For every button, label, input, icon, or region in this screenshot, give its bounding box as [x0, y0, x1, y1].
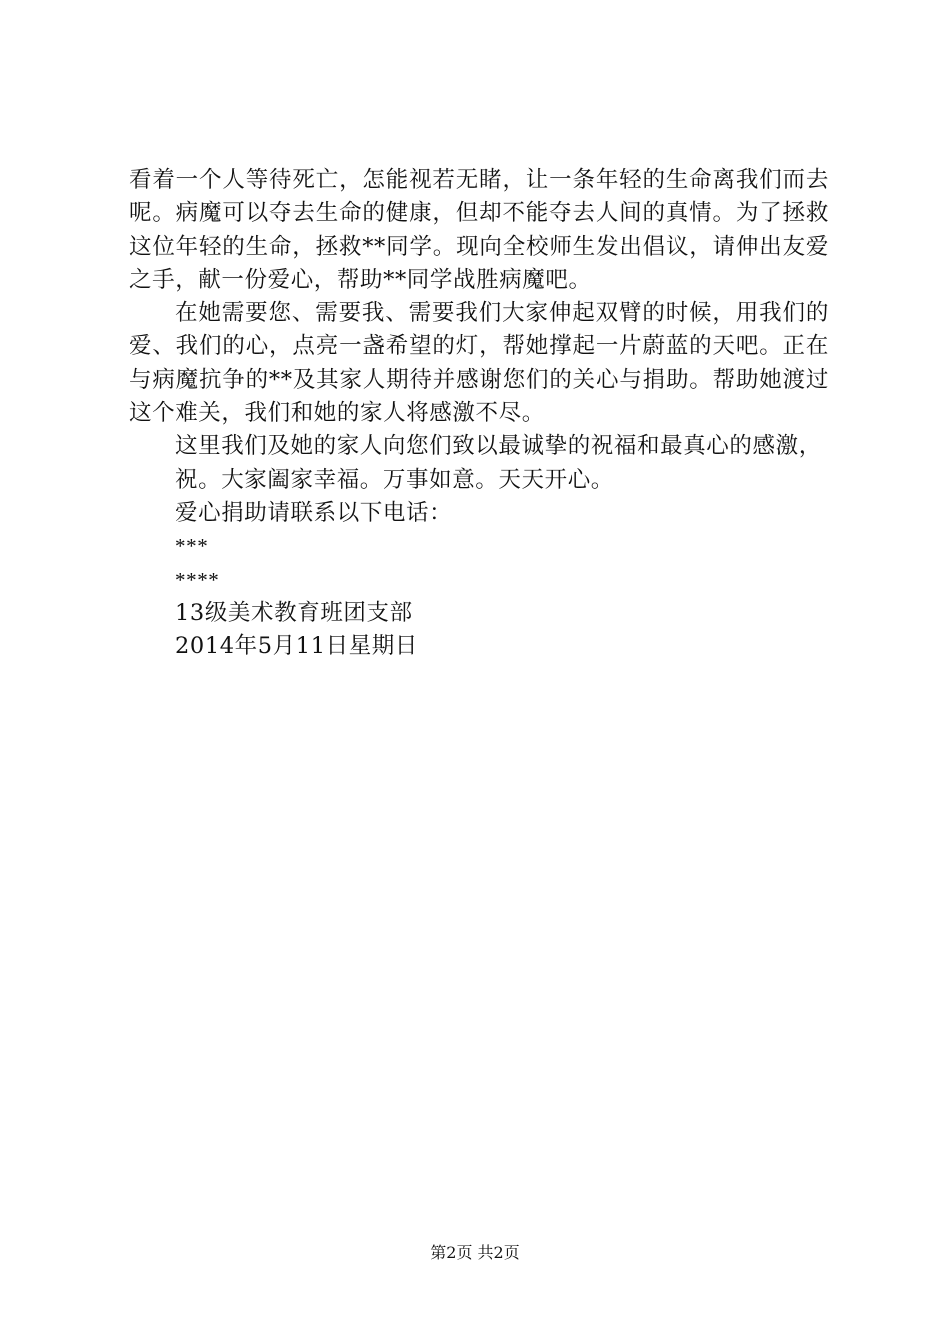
signature-line: 13级美术教育班团支部 — [175, 599, 413, 626]
wishes-line: 祝。大家阖家幸福。万事如意。天天开心。 — [175, 466, 614, 493]
paragraph-appeal: 看着一个人等待死亡，怎能视若无睹，让一条年轻的生命离我们而去呢。病魔可以夺去生命的健康，但却不能夺去人间的真情。为了拯救这位年轻的生命，拯救**同学。现向全校师生发出倡议，请伸出友爱之手，献一份爱心，帮助**同学战胜病魔吧。 — [129, 167, 829, 293]
page-footer — [0, 1243, 950, 1263]
paragraph-help-request: 在她需要您、需要我、需要我们大家伸起双臂的时候，用我们的爱、我们的心，点亮一盏希望的灯，帮她撑起一片蔚蓝的天吧。正在与病魔抗争的**及其家人期待并感谢您们的关心与捐助。帮助她渡过这个难关，我们和她的家人将感激不尽。 — [129, 300, 829, 427]
date-line: 2014年5月11日星期日 — [175, 633, 419, 660]
paragraph-thanks: 这里我们及她的家人向您们致以最诚挚的祝福和最真心的感激， — [175, 433, 822, 460]
document-body — [129, 164, 829, 663]
phone-number-1: *** — [175, 534, 209, 559]
contact-intro-line: 爱心捐助请联系以下电话： — [175, 499, 453, 526]
phone-number-2: **** — [175, 567, 220, 592]
page-indicator: 第2页 共2页 — [430, 1243, 520, 1262]
